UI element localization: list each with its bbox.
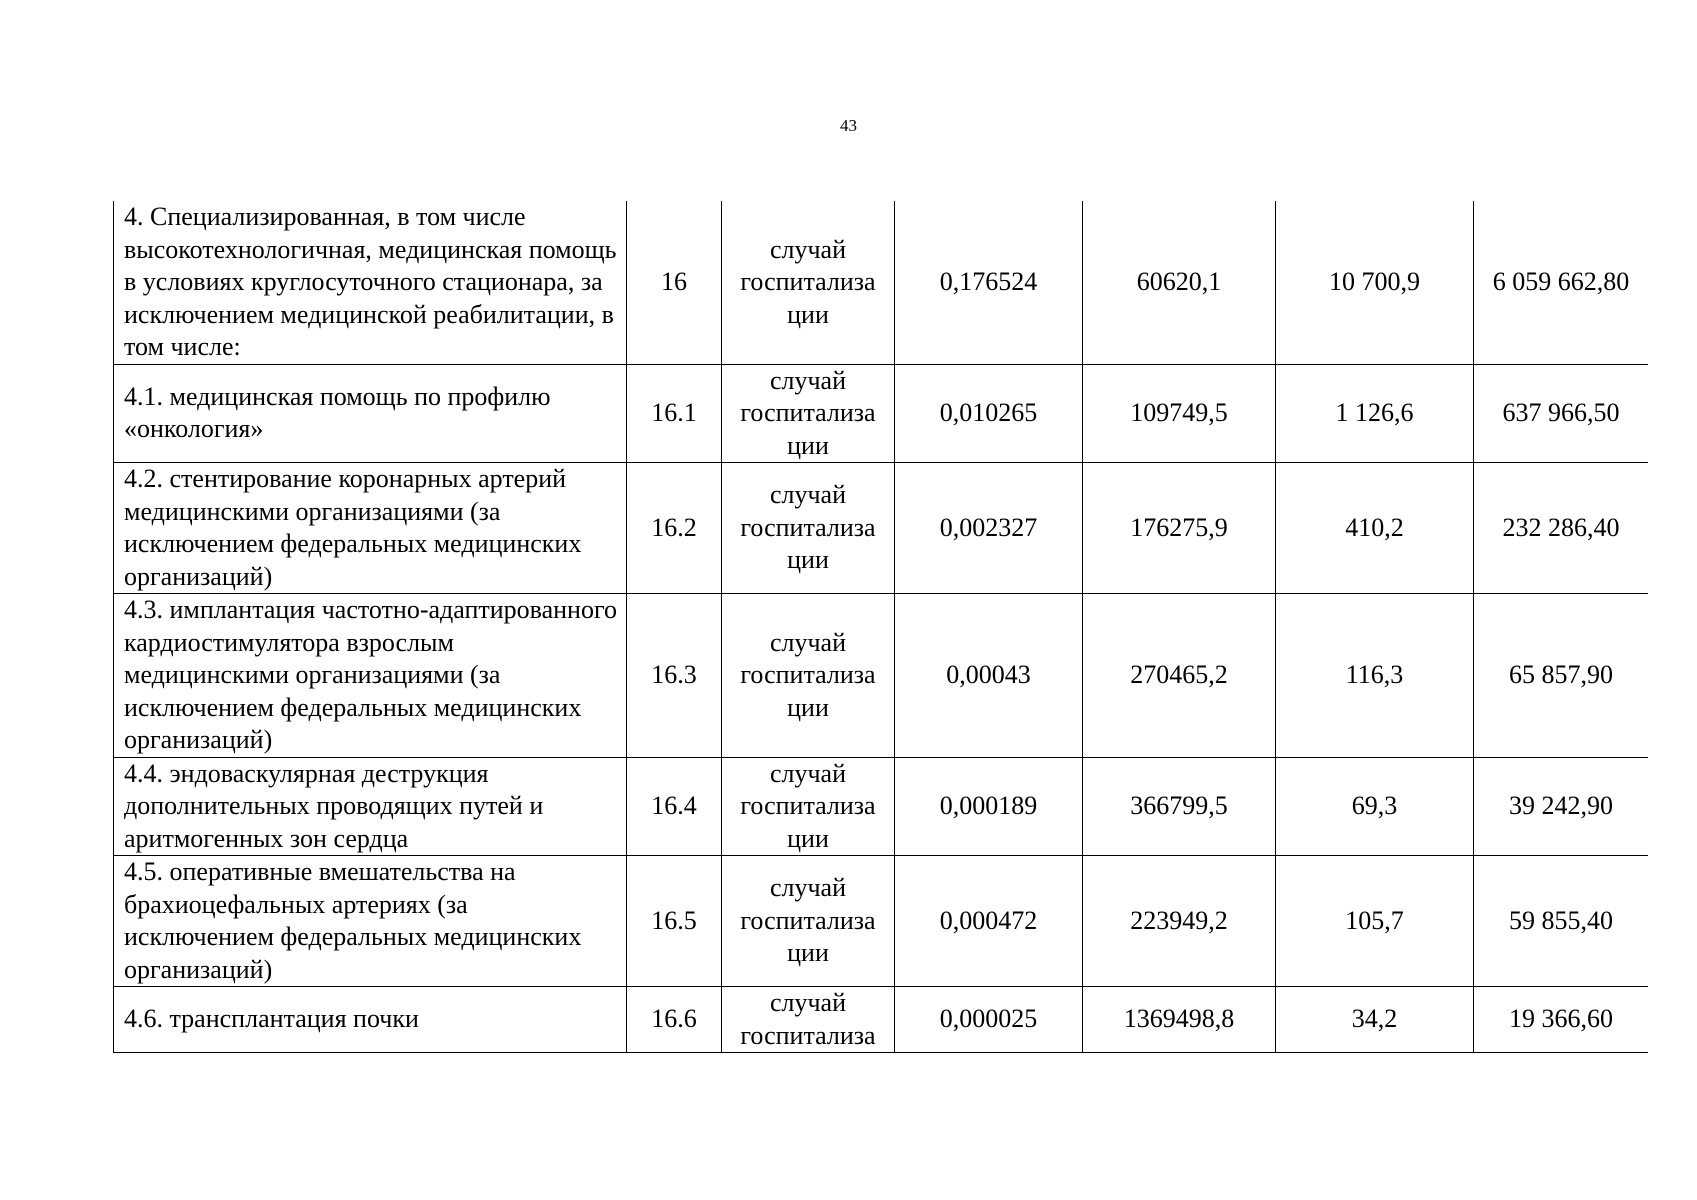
row-norm: 0,010265 (895, 364, 1083, 463)
row-cost: 176275,9 (1083, 463, 1276, 594)
table-row (114, 201, 1649, 364)
table-row (114, 856, 1649, 987)
unit-line: госпитализа (740, 905, 876, 935)
row-norm: 0,176524 (895, 201, 1083, 364)
row-per-capita: 116,3 (1276, 594, 1474, 758)
row-number: 16.2 (627, 463, 722, 594)
row-unit (722, 987, 895, 1053)
unit-line: ции (787, 430, 829, 460)
unit-line: случай (769, 365, 847, 395)
row-name: 4.2. стентирование коронарных артерий медицинскими организациями (за исключением федеральных медицинских организаций) (114, 463, 627, 594)
unit-line: госпитализа (740, 398, 876, 427)
unit-line: госпитализа (740, 512, 876, 542)
tariff-table-container (113, 201, 1648, 1119)
row-number: 16.6 (627, 987, 722, 1053)
table-row (114, 757, 1649, 856)
row-cost: 270465,2 (1083, 594, 1276, 758)
unit-line: случай (769, 988, 847, 1017)
unit-line: ции (787, 545, 829, 575)
row-name: 4. Специализированная, в том числе высокотехнологичная, медицинская помощь в условиях круглосуточного стационара, за исключением медицинской реабилитации, в том числе: (114, 201, 627, 364)
row-number: 16.1 (627, 364, 722, 463)
unit-line: ции (787, 938, 829, 968)
row-total: 59 855,40 (1474, 856, 1649, 987)
row-per-capita: 410,2 (1276, 463, 1474, 594)
row-number: 16.5 (627, 856, 722, 987)
row-cost: 366799,5 (1083, 757, 1276, 856)
row-cost: 223949,2 (1083, 856, 1276, 987)
row-total: 6 059 662,80 (1474, 201, 1649, 364)
row-name: 4.1. медицинская помощь по профилю «онкология» (114, 364, 627, 463)
row-per-capita: 1 126,6 (1276, 364, 1474, 463)
tariff-table (113, 201, 1648, 1053)
row-norm: 0,002327 (895, 463, 1083, 594)
row-cost: 60620,1 (1083, 201, 1276, 364)
row-number: 16.3 (627, 594, 722, 758)
unit-line: ции (787, 823, 829, 853)
unit-line: случай (769, 758, 847, 788)
row-per-capita: 10 700,9 (1276, 201, 1474, 364)
unit-line: госпитализа (740, 791, 876, 820)
row-norm: 0,000189 (895, 757, 1083, 856)
row-unit (722, 463, 895, 594)
unit-line: случай (769, 480, 847, 510)
row-norm: 0,000025 (895, 987, 1083, 1053)
page-number: 43 (840, 116, 857, 135)
row-unit (722, 364, 895, 463)
row-name: 4.3. имплантация частотно-адаптированного кардиостимулятора взрослым медицинскими организациями (за исключением федеральных медицинских организаций) (114, 594, 627, 758)
row-unit (722, 856, 895, 987)
row-norm: 0,00043 (895, 594, 1083, 758)
row-number: 16 (627, 201, 722, 364)
table-row (114, 987, 1649, 1053)
row-per-capita: 105,7 (1276, 856, 1474, 987)
row-cost: 1369498,8 (1083, 987, 1276, 1053)
unit-line: случай (769, 234, 847, 264)
row-total: 39 242,90 (1474, 757, 1649, 856)
table-row (114, 594, 1649, 758)
unit-line: ции (787, 299, 829, 329)
table-row (114, 463, 1649, 594)
row-name: 4.4. эндоваскулярная деструкция дополнительных проводящих путей и аритмогенных зон сердца (114, 757, 627, 856)
row-norm: 0,000472 (895, 856, 1083, 987)
table-row (114, 364, 1649, 463)
row-total: 232 286,40 (1474, 463, 1649, 594)
row-cost: 109749,5 (1083, 364, 1276, 463)
unit-line: случай (769, 873, 847, 903)
row-unit (722, 594, 895, 758)
unit-line: случай (769, 627, 847, 657)
row-name: 4.5. оперативные вмешательства на брахиоцефальных артериях (за исключением федеральных медицинских организаций) (114, 856, 627, 987)
row-name: 4.6. трансплантация почки (114, 987, 627, 1053)
row-per-capita: 34,2 (1276, 987, 1474, 1053)
unit-line: госпитализа (740, 1020, 876, 1050)
row-total: 19 366,60 (1474, 987, 1649, 1053)
row-per-capita: 69,3 (1276, 757, 1474, 856)
row-unit (722, 757, 895, 856)
row-total: 637 966,50 (1474, 364, 1649, 463)
row-number: 16.4 (627, 757, 722, 856)
row-unit (722, 201, 895, 364)
unit-line: госпитализа (740, 660, 876, 689)
unit-line: госпитализа (740, 267, 876, 296)
unit-line: ции (787, 692, 829, 722)
row-total: 65 857,90 (1474, 594, 1649, 758)
